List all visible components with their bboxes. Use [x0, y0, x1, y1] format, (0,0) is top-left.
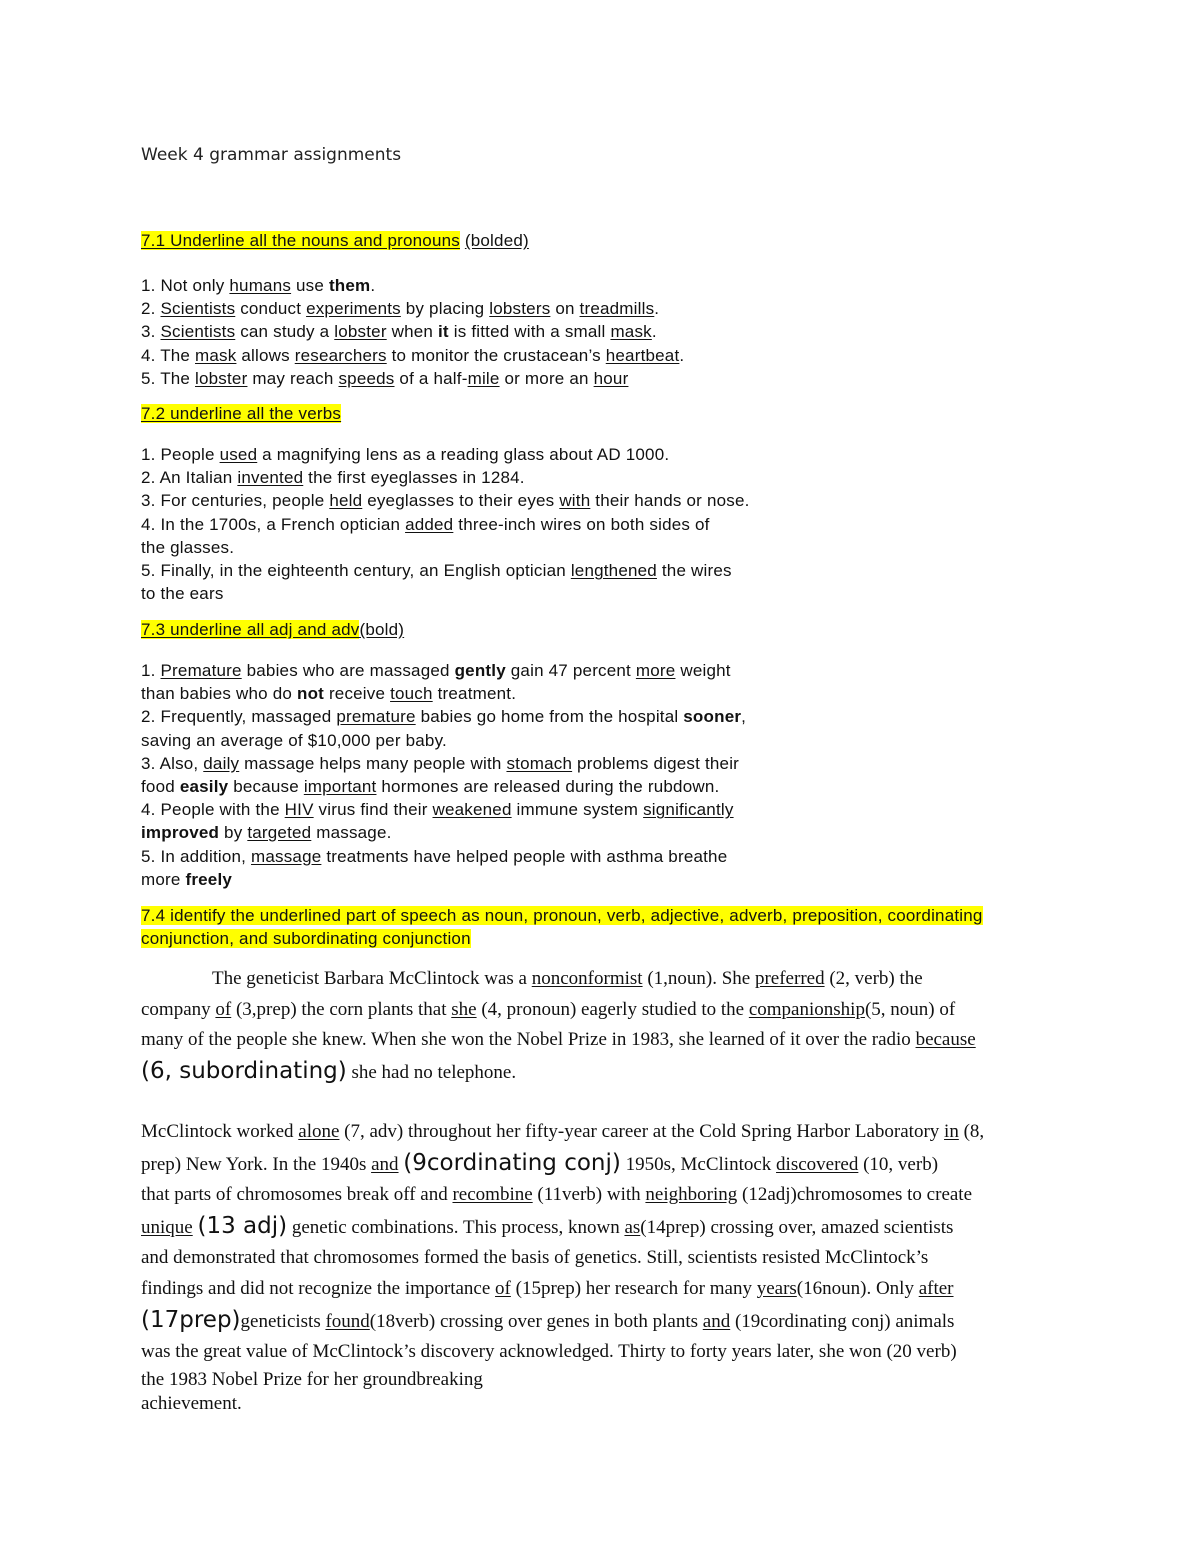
text: when: [386, 322, 438, 342]
heading-text: 7.4 identify the underlined part of speech as noun, pronoun, verb, adjective, adverb, preposition, coordinating: [141, 906, 983, 925]
text: and demonstrated that chromosomes formed the basis of genetics. Still, scientists resisted McClintock’s: [141, 1247, 929, 1269]
sentence-line: [141, 582, 1061, 605]
noun: Scientists: [160, 322, 236, 342]
sentence-line: [141, 798, 1061, 821]
text: the glasses.: [141, 537, 235, 557]
sentence-line: [141, 320, 1061, 343]
text: a magnifying lens as a reading glass about AD 1000.: [257, 445, 670, 464]
sentence-line: [141, 845, 1061, 868]
answer-annotation: (13 adj): [197, 1212, 288, 1239]
text: 4. The: [141, 345, 196, 365]
noun: experiments: [306, 299, 401, 319]
text: 1950s, McClintock: [620, 1153, 777, 1175]
sentence-line: [141, 752, 1061, 775]
text: (18verb) crossing over genes in both plants: [369, 1310, 703, 1332]
noun: lobsters: [489, 299, 551, 319]
underlined-word: of: [215, 998, 232, 1020]
underlined-word: discovered: [776, 1153, 859, 1175]
verb: lengthened: [570, 561, 657, 581]
adverb: not: [296, 684, 325, 704]
sentence-line: [141, 682, 1061, 705]
text: massage.: [311, 823, 392, 843]
heading-text: 7.1 Underline all the nouns and pronouns: [141, 231, 460, 250]
verb: held: [329, 491, 363, 511]
text: eyeglasses to their eyes: [362, 491, 560, 511]
text: (19cordinating conj) animals: [730, 1310, 955, 1332]
text: by placing: [400, 299, 490, 319]
text: massage helps many people with: [239, 753, 507, 773]
text: is fitted with a small: [448, 322, 611, 342]
adverb: freely: [185, 869, 233, 889]
underlined-word: after: [918, 1277, 954, 1299]
adverb: significantly: [643, 800, 734, 820]
sentence-line: [141, 489, 1061, 512]
underlined-word: she: [451, 998, 477, 1020]
adjective: improved: [141, 823, 220, 843]
adverb: sooner: [683, 707, 742, 727]
adjective: premature: [336, 707, 416, 727]
text: 1. People: [141, 445, 220, 464]
text: the wires: [656, 561, 732, 581]
text: three-inch wires on both sides of: [453, 514, 710, 534]
text: 1. Not only: [141, 276, 230, 295]
verb: invented: [237, 468, 304, 488]
noun: humans: [229, 276, 292, 295]
text: because: [228, 777, 304, 797]
text: than babies who do: [141, 684, 297, 704]
section-7-4-heading: [141, 904, 1071, 950]
adjective: Premature: [160, 661, 242, 680]
text: (3,prep) the corn plants that: [231, 998, 452, 1020]
noun: Scientists: [160, 299, 236, 319]
paragraph-2: [141, 1117, 1071, 1416]
noun: speeds: [338, 368, 395, 388]
text: geneticists: [240, 1310, 326, 1332]
text: use: [291, 276, 329, 295]
sentence-line: [141, 536, 1061, 559]
text: many of the people she knew. When she won the Nobel Prize in 1983, she learned of it over the radio: [141, 1029, 916, 1051]
section-7-2-heading: [141, 404, 1061, 424]
text: .: [651, 322, 657, 342]
section-7-1-sentences: [141, 274, 1061, 390]
text: babies who are massaged: [241, 661, 455, 680]
sentence-line: [141, 559, 1061, 582]
underlined-word: as: [624, 1216, 641, 1238]
noun: lobster: [195, 368, 248, 388]
paragraph-line: [141, 1337, 1071, 1368]
text: she had no telephone.: [346, 1061, 517, 1083]
text: conduct: [235, 299, 307, 319]
text: (16noun). Only: [796, 1277, 919, 1299]
heading-note: (bold): [359, 620, 405, 639]
paragraph-line: [141, 1056, 1071, 1089]
sentence-line: [141, 274, 1061, 297]
answer-annotation: (17prep): [141, 1306, 241, 1333]
pronoun: it: [438, 322, 449, 342]
text: was the great value of McClintock’s discovery acknowledged. Thirty to forty years later, she won (20 verb): [141, 1341, 957, 1363]
text: (4, pronoun) eagerly studied to the: [476, 998, 749, 1020]
text: achievement.: [141, 1392, 242, 1414]
document-title: Week 4 grammar assignments: [141, 145, 402, 165]
text: (5, noun) of: [864, 998, 956, 1020]
adjective: touch: [390, 684, 433, 704]
text: to monitor the crustacean’s: [386, 345, 606, 365]
noun: researchers: [294, 345, 387, 365]
paragraph-line: [141, 1305, 1071, 1338]
text: (12adj)chromosomes to create: [737, 1184, 973, 1206]
text: 2. Frequently, massaged: [141, 707, 337, 727]
sentence-line: [141, 513, 1061, 536]
section-7-3-heading: [141, 620, 1061, 640]
section-7-2-sentences: [141, 443, 1061, 605]
heading-line: [141, 927, 1071, 950]
text: findings and did not recognize the importance: [141, 1277, 496, 1299]
adverb: easily: [179, 777, 229, 797]
text: genetic combinations. This process, known: [287, 1216, 625, 1238]
underlined-word: and: [702, 1310, 731, 1332]
text: allows: [236, 345, 295, 365]
text: .: [679, 345, 685, 365]
adjective: more: [635, 661, 676, 680]
text: may reach: [247, 368, 339, 388]
text: 2.: [141, 299, 161, 319]
underlined-word: companionship: [748, 998, 865, 1020]
sentence-line: [141, 821, 1061, 844]
text: (14prep) crossing over, amazed scientists: [640, 1216, 954, 1238]
underlined-word: nonconformist: [531, 968, 643, 989]
noun: hour: [593, 368, 629, 388]
text: 4. People with the: [141, 800, 285, 820]
text: gain 47 percent: [505, 661, 636, 680]
underlined-word: because: [915, 1029, 976, 1051]
sentence-line: [141, 705, 1061, 728]
text: (8,: [958, 1121, 985, 1142]
sentence-line: [141, 344, 1061, 367]
underlined-word: years: [756, 1277, 797, 1299]
adjective: targeted: [247, 823, 312, 843]
paragraph-line: [141, 1243, 1071, 1274]
text: The geneticist Barbara McClintock was a: [212, 968, 532, 989]
text: 5. In addition,: [141, 846, 251, 866]
paragraph-1: [141, 964, 1071, 1088]
text: (1,noun). She: [642, 968, 755, 989]
text: to the ears: [141, 584, 224, 604]
adjective: massage: [251, 846, 322, 866]
sentence-line: [141, 659, 1061, 682]
text: food: [141, 777, 180, 797]
paragraph-line: [141, 1117, 1071, 1148]
paragraph-line: [141, 1025, 1071, 1056]
text: treatment.: [432, 684, 517, 704]
noun: treadmills: [579, 299, 655, 319]
sentence-line: [141, 466, 1061, 489]
adjective: daily: [203, 753, 240, 773]
underlined-word: and: [371, 1153, 399, 1175]
underlined-word: alone: [298, 1121, 340, 1142]
paragraph-line: [141, 1368, 1071, 1392]
text: 4. In the 1700s, a French optician: [141, 514, 406, 534]
paragraph-line: [141, 964, 1071, 995]
text: more: [141, 869, 186, 889]
sentence-line: [141, 775, 1061, 798]
text: (7, adv) throughout her fifty-year career at the Cold Spring Harbor Laboratory: [339, 1121, 945, 1142]
text: (15prep) her research for many: [510, 1277, 757, 1299]
underlined-word: recombine: [452, 1184, 533, 1206]
section-7-3-sentences: [141, 659, 1061, 891]
text: on: [550, 299, 580, 319]
text: their hands or nose.: [590, 491, 750, 511]
paragraph-line: [141, 1211, 1071, 1244]
sentence-line: [141, 443, 1061, 466]
heading-note: (bolded): [464, 231, 529, 250]
text: prep) New York. In the 1940s: [141, 1153, 372, 1175]
verb: added: [405, 514, 454, 534]
verb: used: [219, 445, 258, 464]
noun: mile: [467, 368, 500, 388]
heading-text: 7.2 underline all the verbs: [141, 404, 342, 423]
text: McClintock worked: [141, 1121, 299, 1142]
noun: mask: [195, 345, 237, 365]
heading-text: conjunction, and subordinating conjunction: [141, 929, 471, 949]
verb: with: [559, 491, 591, 511]
adjective: stomach: [506, 753, 573, 773]
text: weight: [675, 661, 731, 680]
noun: mask: [610, 322, 652, 342]
heading-text: 7.3 underline all adj and adv: [141, 620, 360, 639]
text: (11verb) with: [532, 1184, 646, 1206]
paragraph-line: [141, 1180, 1071, 1211]
text: 5. The: [141, 368, 196, 388]
text: (10, verb): [858, 1153, 939, 1175]
text: ,: [741, 707, 747, 727]
text: babies go home from the hospital: [415, 707, 684, 727]
text: by: [219, 823, 248, 843]
underlined-word: neighboring: [645, 1184, 738, 1206]
paragraph-line: [141, 1148, 1071, 1181]
sentence-line: [141, 297, 1061, 320]
paragraph-line: [141, 1392, 1071, 1416]
text: the 1983 Nobel Prize for her groundbreaking: [141, 1368, 483, 1390]
sentence-line: [141, 868, 1061, 891]
text: can study a: [235, 322, 335, 342]
paragraph-line: [141, 995, 1071, 1026]
noun: heartbeat: [605, 345, 680, 365]
underlined-word: preferred: [754, 968, 825, 989]
text: virus find their: [313, 800, 433, 820]
adverb: gently: [454, 661, 506, 680]
text: hormones are released during the rubdown.: [376, 777, 720, 797]
underlined-word: unique: [141, 1216, 193, 1238]
text: that parts of chromosomes break off and: [141, 1184, 453, 1206]
sentence-line: [141, 367, 1061, 390]
pronoun: them: [328, 276, 371, 295]
text: receive: [324, 684, 391, 704]
text: the first eyeglasses in 1284.: [303, 468, 525, 488]
section-7-1-heading: [141, 231, 1061, 251]
underlined-word: in: [944, 1121, 959, 1142]
text: company: [141, 998, 216, 1020]
text: or more an: [499, 368, 594, 388]
text: 3.: [141, 322, 161, 342]
text: 3. Also,: [141, 753, 204, 773]
text: .: [370, 276, 376, 295]
text: 2. An Italian: [141, 468, 238, 488]
adjective: HIV: [284, 800, 314, 820]
answer-annotation: (6, subordinating): [141, 1057, 347, 1084]
answer-annotation: (9cordinating conj): [403, 1149, 621, 1176]
underlined-word: found: [325, 1310, 370, 1332]
text: problems digest their: [572, 753, 740, 773]
text: 3. For centuries, people: [141, 491, 330, 511]
text: (2, verb) the: [824, 968, 923, 989]
text: 1.: [141, 661, 161, 680]
text: 5. Finally, in the eighteenth century, an English optician: [141, 561, 571, 581]
text: saving an average of $10,000 per baby.: [141, 730, 447, 750]
text: of a half-: [394, 368, 468, 388]
text: .: [654, 299, 660, 319]
adjective: weakened: [432, 800, 512, 820]
text: treatments have helped people with asthma breathe: [321, 846, 728, 866]
sentence-line: [141, 729, 1061, 752]
underlined-word: of: [495, 1277, 511, 1299]
noun: lobster: [334, 322, 387, 342]
text: immune system: [511, 800, 644, 820]
adjective: important: [303, 777, 377, 797]
heading-line: [141, 904, 1071, 927]
paragraph-line: [141, 1274, 1071, 1305]
